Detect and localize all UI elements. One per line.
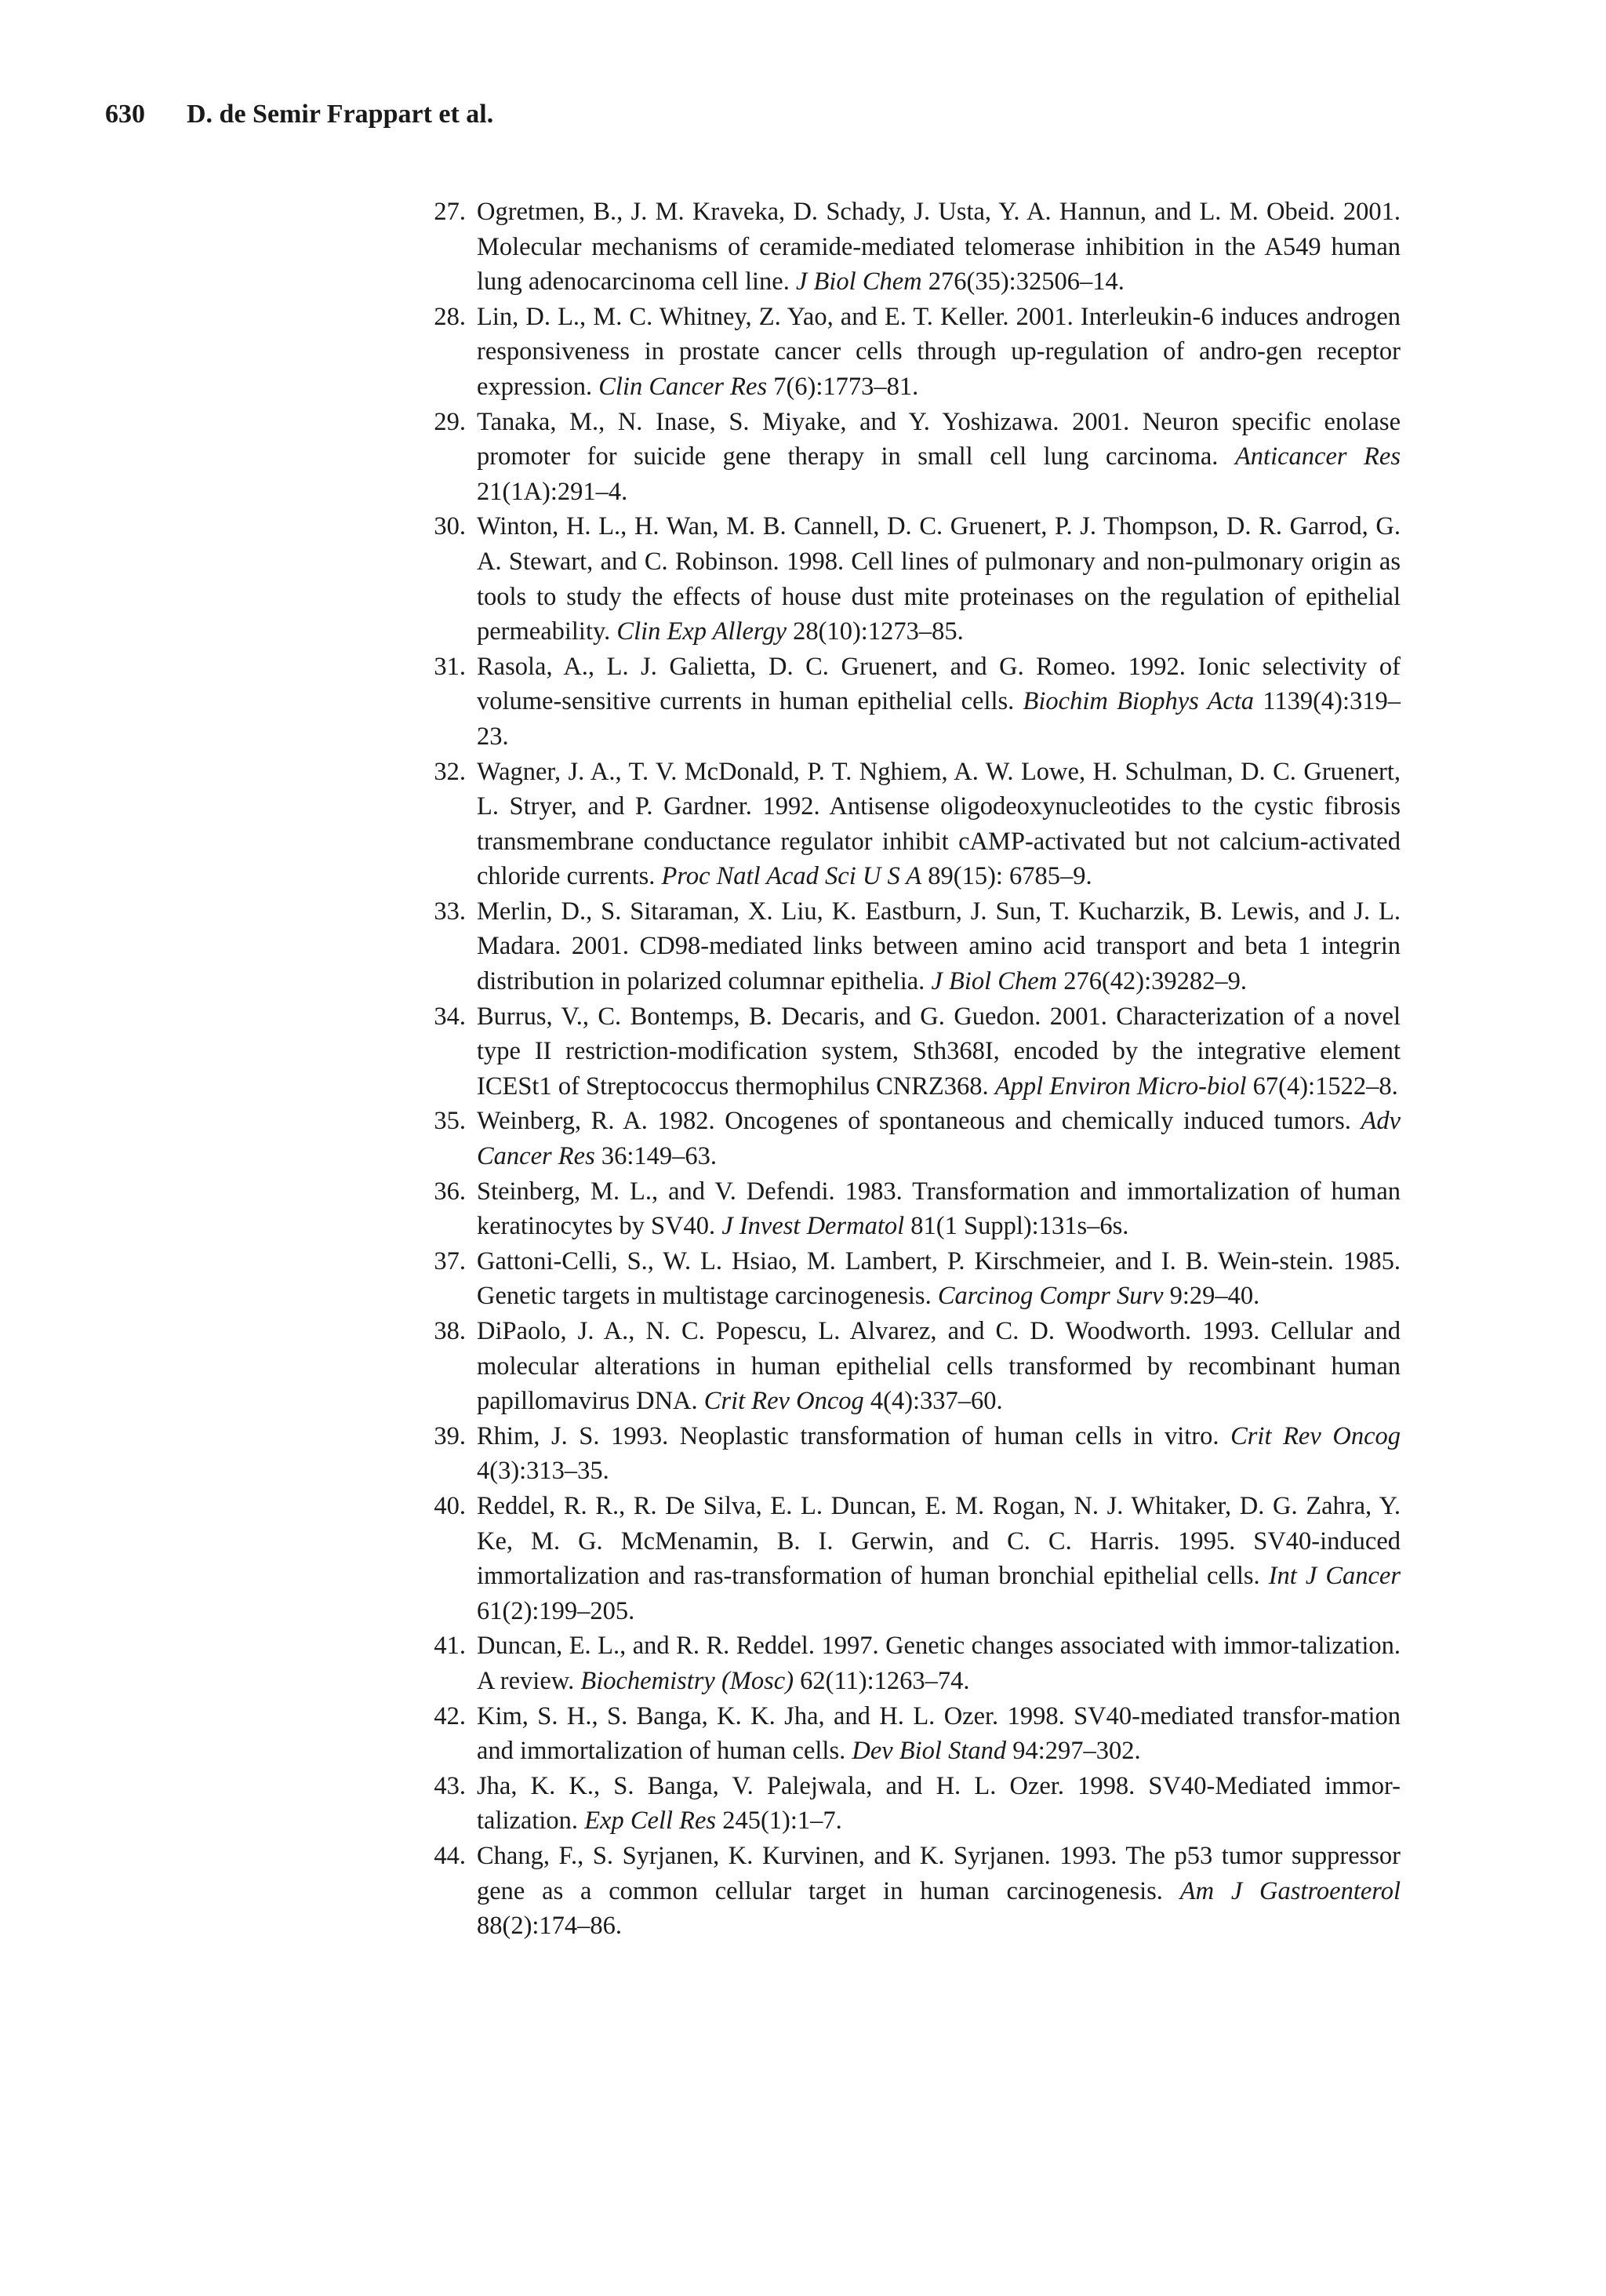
reference-text: Duncan, E. L., and R. R. Reddel. 1997. Genetic changes associated with immor-talization. A review. [477,1632,1401,1695]
reference-item [420,650,1401,755]
reference-citation: 1139(4):319–23. [477,687,1401,751]
reference-number: 35. [434,1107,466,1136]
reference-item [420,300,1401,405]
reference-number: 43. [434,1771,466,1800]
reference-citation: 89(15): 6785–9. [921,862,1092,891]
reference-journal: Clin Exp Allergy [616,617,787,646]
reference-citation: 67(4):1522–8. [1246,1072,1398,1101]
reference-item [420,509,1401,649]
reference-text: Chang, F., S. Syrjanen, K. Kurvinen, and K. Syrjanen. 1993. The p53 tumor suppressor gene as a common cellular target in human carcinogenesis. [477,1841,1401,1905]
running-header [105,99,493,130]
reference-journal: Biochim Biophys Acta [1023,687,1255,716]
reference-number: 27. [434,198,466,226]
reference-item [420,1104,1401,1173]
reference-number: 37. [434,1246,466,1275]
reference-text: Tanaka, M., N. Inase, S. Miyake, and Y. Yoshizawa. 2001. Neuron specific enolase promoter for suicide gene therapy in small cell lung carcinoma. [477,407,1401,471]
reference-text: Kim, S. H., S. Banga, K. K. Jha, and H. L. Ozer. 1998. SV40-mediated transfor-mation and immortalization of human cells. [477,1701,1401,1766]
reference-number: 40. [434,1491,466,1520]
reference-citation: 62(11):1263–74. [794,1666,970,1695]
reference-text: Winton, H. L., H. Wan, M. B. Cannell, D. C. Gruenert, P. J. Thompson, D. R. Garrod, G. A. Stewart, and C. Robinson. 1998. Cell lines of pulmonary and non-pulmonary origin as tools to study the effects of house dust mite proteinases on the regulation of epithelial permeability. [477,512,1401,646]
running-title: D. de Semir Frappart et al. [187,100,494,129]
reference-citation: 88(2):174–86. [477,1912,623,1941]
reference-citation: 81(1 Suppl):131s–6s. [904,1212,1129,1241]
reference-journal: J Biol Chem [795,267,922,297]
reference-citation: 4(4):337–60. [863,1387,1003,1416]
reference-item [420,1769,1401,1839]
reference-text: Gattoni-Celli, S., W. L. Hsiao, M. Lambert, P. Kirschmeier, and I. B. Wein-stein. 1985. Genetic targets in multistage carcinogenesis. [477,1246,1401,1311]
reference-text: Reddel, R. R., R. De Silva, E. L. Duncan, E. M. Rogan, N. J. Whitaker, D. G. Zahra, Y. Ke, M. G. McMenamin, B. I. Gerwin, and C. C. Harris. 1995. SV40-induced immortalization and ras-transformation of human bronchial epithelial cells. [477,1491,1401,1591]
reference-citation: 7(6):1773–81. [767,372,919,401]
reference-item [420,1628,1401,1698]
reference-text: Burrus, V., C. Bontemps, B. Decaris, and G. Guedon. 2001. Characterization of a novel type II restriction-modification system, Sth368I, encoded by the integrative element ICESt1 of Streptococcus thermophilus CNRZ368. [477,1002,1401,1101]
reference-item [420,1699,1401,1769]
reference-text: DiPaolo, J. A., N. C. Popescu, L. Alvarez, and C. D. Woodworth. 1993. Cellular and molecular alterations in human epithelial cells transformed by recombinant human papillomavirus DNA. [477,1317,1401,1416]
reference-citation: 245(1):1–7. [716,1807,842,1836]
reference-journal: Dev Biol Stand [852,1737,1007,1766]
reference-citation: 4(3):313–35. [477,1457,609,1486]
reference-citation: 36:149–63. [594,1142,718,1171]
reference-text: Merlin, D., S. Sitaraman, X. Liu, K. Eastburn, J. Sun, T. Kucharzik, B. Lewis, and J. L. Madara. 2001. CD98-mediated links between amino acid transport and beta 1 integrin distribution in polarized columnar epithelia. [477,897,1401,996]
reference-item [420,1174,1401,1244]
reference-journal: Clin Cancer Res [598,372,768,401]
reference-text: Wagner, J. A., T. V. McDonald, P. T. Nghiem, A. W. Lowe, H. Schulman, D. C. Gruenert, L. Stryer, and P. Gardner. 1992. Antisense oligodeoxynucleotides to the cystic fibrosis transmembrane conductance regulator inhibit cAMP-activated but not calcium-activated chloride currents. [477,757,1401,891]
reference-number: 44. [434,1841,466,1870]
reference-item [420,999,1401,1104]
reference-journal: Crit Rev Oncog [1230,1421,1401,1450]
reference-item [420,894,1401,999]
reference-journal: Exp Cell Res [584,1807,717,1836]
reference-item [420,1314,1401,1419]
page-number: 630 [105,100,145,129]
reference-number: 38. [434,1317,466,1345]
reference-item [420,195,1401,300]
reference-text: Rhim, J. S. 1993. Neoplastic transformation of human cells in vitro. [477,1421,1231,1450]
reference-journal: Crit Rev Oncog [703,1387,864,1416]
reference-item [420,755,1401,894]
reference-number: 34. [434,1002,466,1031]
reference-number: 42. [434,1701,466,1730]
reference-text: Jha, K. K., S. Banga, V. Palejwala, and H. L. Ozer. 1998. SV40-Mediated immor-talization. [477,1771,1401,1836]
reference-number: 28. [434,302,466,331]
reference-item [420,405,1401,510]
reference-journal: Adv Cancer Res [477,1107,1401,1171]
reference-journal: Int J Cancer [1268,1562,1401,1591]
reference-journal: J Biol Chem [931,967,1058,996]
reference-item [420,1419,1401,1489]
reference-citation: 276(42):39282–9. [1057,967,1248,996]
reference-number: 33. [434,897,466,926]
reference-citation: 28(10):1273–85. [787,617,964,646]
reference-journal: Appl Environ Micro-biol [994,1072,1247,1101]
reference-citation: 61(2):199–205. [477,1596,635,1625]
reference-journal: Anticancer Res [1234,442,1401,471]
reference-text: Lin, D. L., M. C. Whitney, Z. Yao, and E. T. Keller. 2001. Interleukin-6 induces androgen responsiveness in prostate cancer cells through up-regulation of andro-gen receptor expression. [477,302,1401,401]
reference-number: 29. [434,407,466,436]
reference-number: 39. [434,1421,466,1450]
reference-item [420,1839,1401,1944]
reference-journal: Am J Gastroenterol [1179,1876,1401,1905]
reference-number: 36. [434,1177,466,1206]
reference-item [420,1244,1401,1314]
reference-number: 41. [434,1632,466,1661]
reference-journal: Biochemistry (Mosc) [580,1666,794,1695]
reference-journal: J Invest Dermatol [721,1212,905,1241]
reference-number: 32. [434,757,466,786]
reference-number: 31. [434,652,466,681]
reference-citation: 94:297–302. [1006,1737,1141,1766]
reference-number: 30. [434,512,466,541]
reference-text: Rasola, A., L. J. Galietta, D. C. Gruenert, and G. Romeo. 1992. Ionic selectivity of volume-sensitive currents in human epithelial cells. [477,652,1401,716]
reference-citation: 276(35):32506–14. [921,267,1125,297]
reference-list [420,195,1401,1944]
reference-text: Ogretmen, B., J. M. Kraveka, D. Schady, J. Usta, Y. A. Hannun, and L. M. Obeid. 2001. Molecular mechanisms of ceramide-mediated telomerase inhibition in the A549 human lung adenocarcinoma cell line. [477,198,1401,297]
reference-journal: Proc Natl Acad Sci U S A [661,862,922,891]
reference-item [420,1489,1401,1628]
reference-text: Weinberg, R. A. 1982. Oncogenes of spontaneous and chemically induced tumors. [477,1107,1361,1136]
reference-citation: 21(1A):291–4. [477,477,628,506]
reference-journal: Carcinog Compr Surv [937,1282,1164,1311]
reference-text: Steinberg, M. L., and V. Defendi. 1983. Transformation and immortalization of human keratinocytes by SV40. [477,1177,1401,1241]
reference-citation: 9:29–40. [1163,1282,1260,1311]
